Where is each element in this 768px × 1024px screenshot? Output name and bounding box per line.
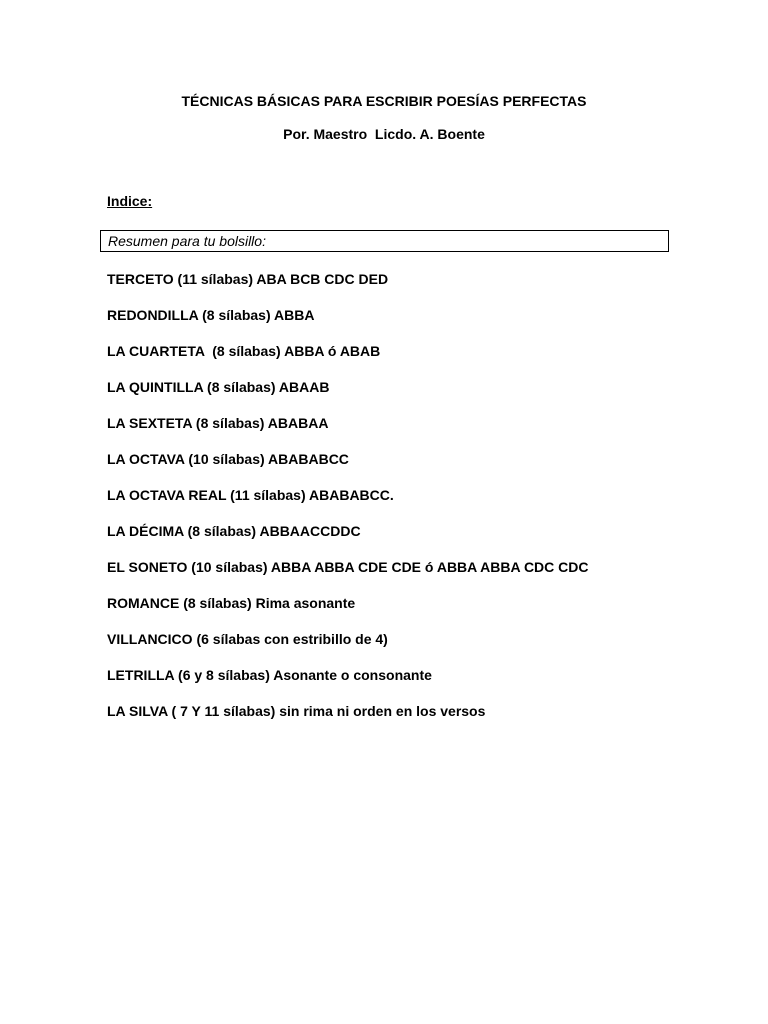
- list-item: LA CUARTETA (8 sílabas) ABBA ó ABAB: [107, 343, 381, 359]
- poetic-forms-list: [107, 270, 707, 738]
- list-item: VILLANCICO (6 sílabas con estribillo de 4): [107, 631, 388, 647]
- summary-box: [100, 230, 669, 252]
- list-item: ROMANCE (8 sílabas) Rima asonante: [107, 595, 356, 611]
- list-item: EL SONETO (10 sílabas) ABBA ABBA CDE CDE ó ABBA ABBA CDC CDC: [107, 559, 589, 575]
- list-item: LA DÉCIMA (8 sílabas) ABBAACCDDC: [107, 523, 361, 539]
- document-title: TÉCNICAS BÁSICAS PARA ESCRIBIR POESÍAS PERFECTAS: [181, 93, 587, 109]
- index-heading: Indice:: [107, 193, 153, 209]
- document-author: Por. Maestro Licdo. A. Boente: [283, 126, 485, 142]
- summary-label: Resumen para tu bolsillo:: [108, 233, 266, 249]
- list-item: LA SEXTETA (8 sílabas) ABABAA: [107, 415, 329, 431]
- list-item: REDONDILLA (8 sílabas) ABBA: [107, 307, 315, 323]
- list-item: LA OCTAVA REAL (11 sílabas) ABABABCC.: [107, 487, 394, 503]
- list-item: LETRILLA (6 y 8 sílabas) Asonante o consonante: [107, 667, 432, 683]
- list-item: TERCETO (11 sílabas) ABA BCB CDC DED: [107, 271, 389, 287]
- list-item: LA OCTAVA (10 sílabas) ABABABCC: [107, 451, 349, 467]
- list-item: LA QUINTILLA (8 sílabas) ABAAB: [107, 379, 330, 395]
- list-item: LA SILVA ( 7 Y 11 sílabas) sin rima ni orden en los versos: [107, 703, 486, 719]
